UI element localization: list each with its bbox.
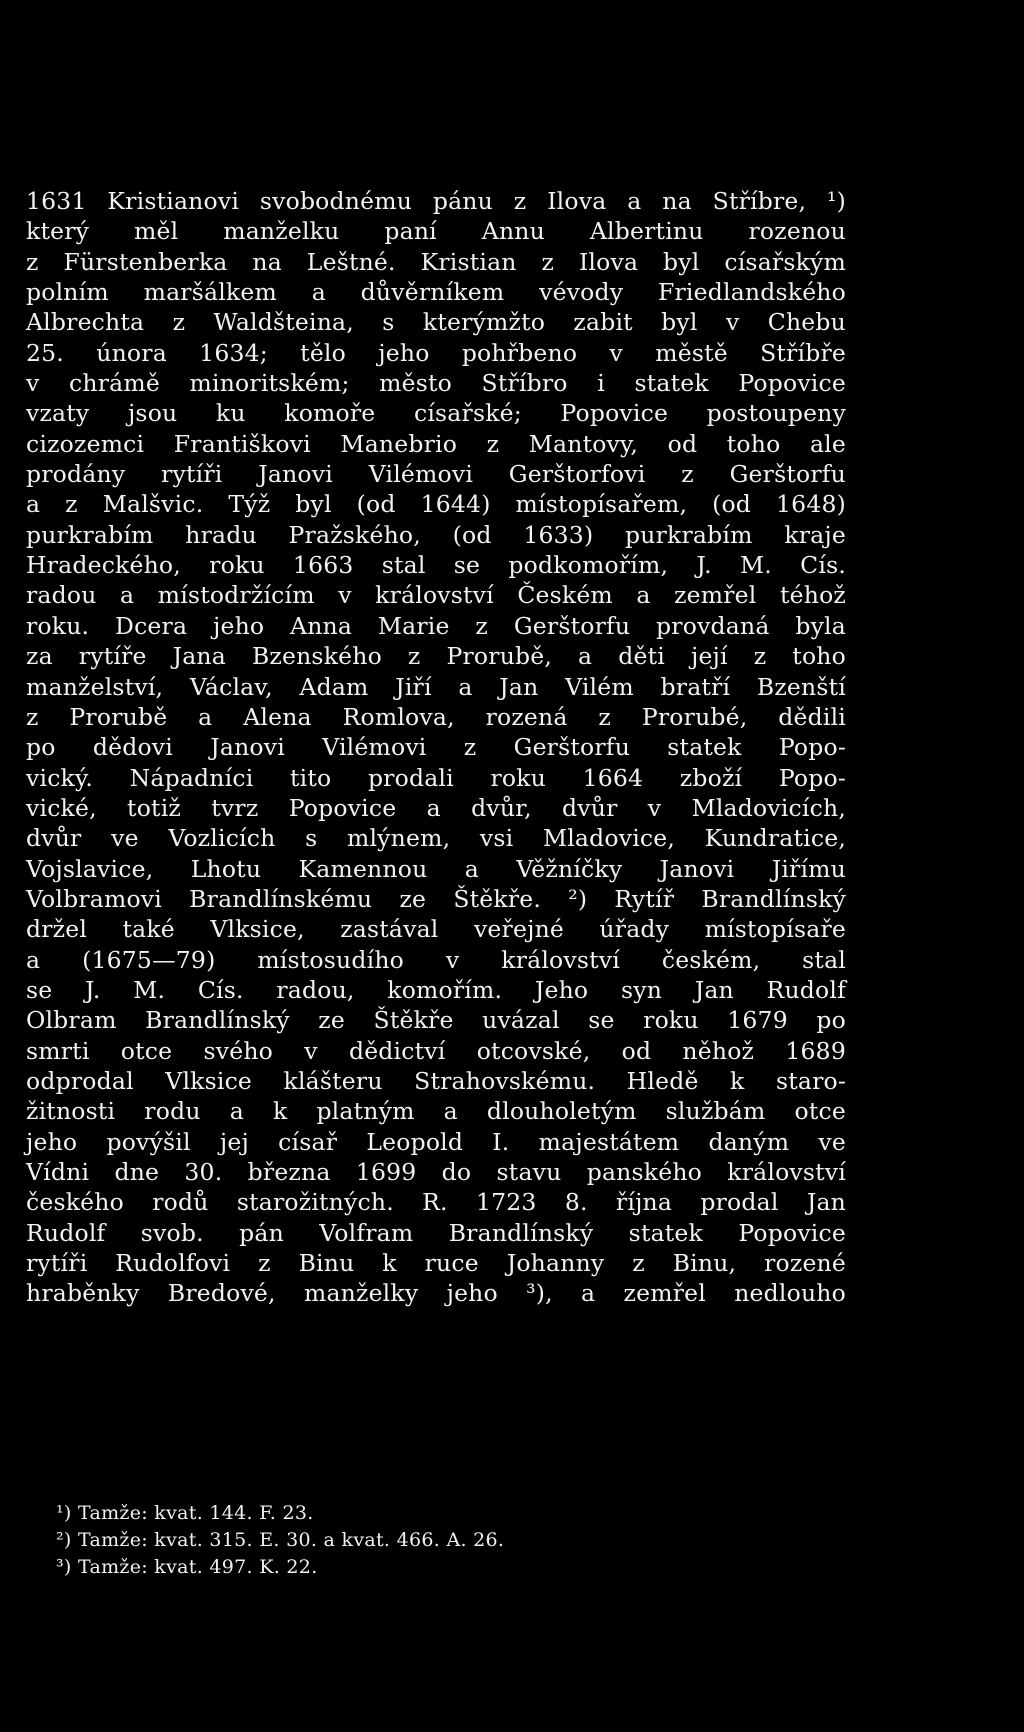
text-line: Vídni dne 30. března 1699 do stavu panského království — [26, 1158, 846, 1186]
text-line: Albrechta z Waldšteina, s kterýmžto zabit byl v Chebu — [26, 308, 846, 337]
text-line: vické, totiž tvrz Popovice a dvůr, dvůr v Mladovicích, — [26, 793, 846, 822]
text-line: odprodal Vlksice klášteru Strahovskému. Hledě k staro- — [26, 1066, 846, 1095]
text-line: manželství, Václav, Adam Jiří a Jan Vilém bratří Bzenští — [26, 672, 846, 701]
text-line: smrti otce svého v dědictví otcovské, od něhož 1689 — [26, 1036, 846, 1065]
text-line: vický. Nápadníci tito prodali roku 1664 zboží Popo- — [26, 763, 846, 792]
text-line: cizozemci Františkovi Manebrio z Mantovy, od toho ale — [26, 429, 846, 458]
text-line: Rudolf svob. pán Volfram Brandlínský statek Popovice — [26, 1218, 846, 1247]
text-line: který měl manželku paní Annu Albertinu rozenou — [26, 217, 846, 246]
footnotes — [56, 1500, 576, 1581]
text-line: prodány rytíři Janovi Vilémovi Gerštorfovi z Gerštorfu — [26, 460, 846, 489]
text-line: rytíři Rudolfovi z Binu k ruce Johanny z Binu, rozené — [26, 1249, 846, 1278]
text-line: 25. února 1634; tělo jeho pohřbeno v městě Stříbře — [26, 338, 846, 367]
text-line: Vojslavice, Lhotu Kamennou a Věžníčky Janovi Jiřímu — [26, 854, 846, 883]
text-line: českého rodů starožitných. R. 1723 8. října prodal Jan — [26, 1188, 846, 1217]
text-line: z Prorubě a Alena Romlova, rozená z Prorubé, dědili — [26, 702, 846, 731]
text-line: za rytíře Jana Bzenského z Prorubě, a děti její z toho — [26, 642, 846, 671]
text-line: po dědovi Janovi Vilémovi z Gerštorfu statek Popo- — [26, 733, 846, 762]
text-line: radou a místodržícím v království Českém a zemřel téhož — [26, 581, 846, 610]
footnote: ¹) Tamže: kvat. 144. F. 23. — [56, 1502, 314, 1524]
text-line: dvůr ve Vozlicích s mlýnem, vsi Mladovice, Kundratice, — [26, 824, 846, 853]
text-line: jeho povýšil jej císař Leopold I. majestátem daným ve — [26, 1127, 846, 1156]
text-line: polním maršálkem a důvěrníkem vévody Friedlandského — [26, 278, 846, 307]
text-line: držel také Vlksice, zastával veřejné úřady místopísaře — [26, 915, 846, 944]
text-line: a z Malšvic. Týž byl (od 1644) místopísařem, (od 1648) — [26, 490, 846, 519]
text-line: v chrámě minoritském; město Stříbro i statek Popovice — [26, 369, 846, 398]
text-line: vzaty jsou ku komoře císařské; Popovice postoupeny — [26, 399, 846, 428]
text-line: a (1675—79) místosudího v království českém, stal — [26, 945, 846, 974]
text-line: roku. Dcera jeho Anna Marie z Gerštorfu provdaná byla — [26, 611, 846, 640]
text-line: purkrabím hradu Pražského, (od 1633) purkrabím kraje — [26, 520, 846, 549]
text-line: žitnosti rodu a k platným a dlouholetým službám otce — [26, 1097, 846, 1126]
body-text — [26, 186, 846, 1309]
text-line: Olbram Brandlínský ze Štěkře uvázal se roku 1679 po — [26, 1006, 846, 1035]
text-line: z Fürstenberka na Leštné. Kristian z Ilova byl císařským — [26, 247, 846, 276]
text-line: Hradeckého, roku 1663 stal se podkomořím, J. M. Cís. — [26, 551, 846, 580]
text-line: Volbramovi Brandlínskému ze Štěkře. ²) Rytíř Brandlínský — [26, 884, 846, 913]
footnote: ³) Tamže: kvat. 497. K. 22. — [56, 1556, 318, 1578]
text-line: 1631 Kristianovi svobodnému pánu z Ilova a na Stříbre, ¹) — [26, 187, 846, 215]
text-line: hraběnky Bredové, manželky jeho ³), a zemřel nedlouho — [26, 1279, 846, 1308]
text-line: se J. M. Cís. radou, komořím. Jeho syn Jan Rudolf — [26, 975, 846, 1004]
footnote: ²) Tamže: kvat. 315. E. 30. a kvat. 466. A. 26. — [56, 1529, 505, 1551]
